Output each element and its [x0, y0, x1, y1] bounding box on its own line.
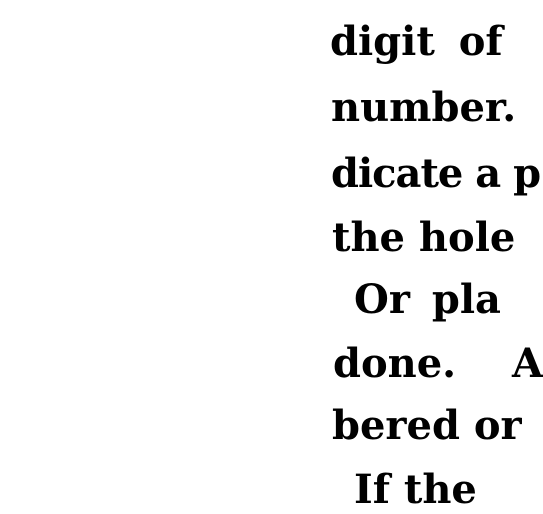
text-line-8: If the [354, 466, 477, 513]
text-line-2: number. [331, 84, 517, 131]
text-line-7: bered or [332, 402, 522, 449]
text-line-5: Or pla [354, 276, 501, 323]
text-line-3: dicate a p [331, 150, 541, 197]
text-line-1: digit of [330, 18, 503, 65]
text-line-4: the hole [332, 214, 516, 261]
text-line-6: done. A [333, 340, 543, 387]
